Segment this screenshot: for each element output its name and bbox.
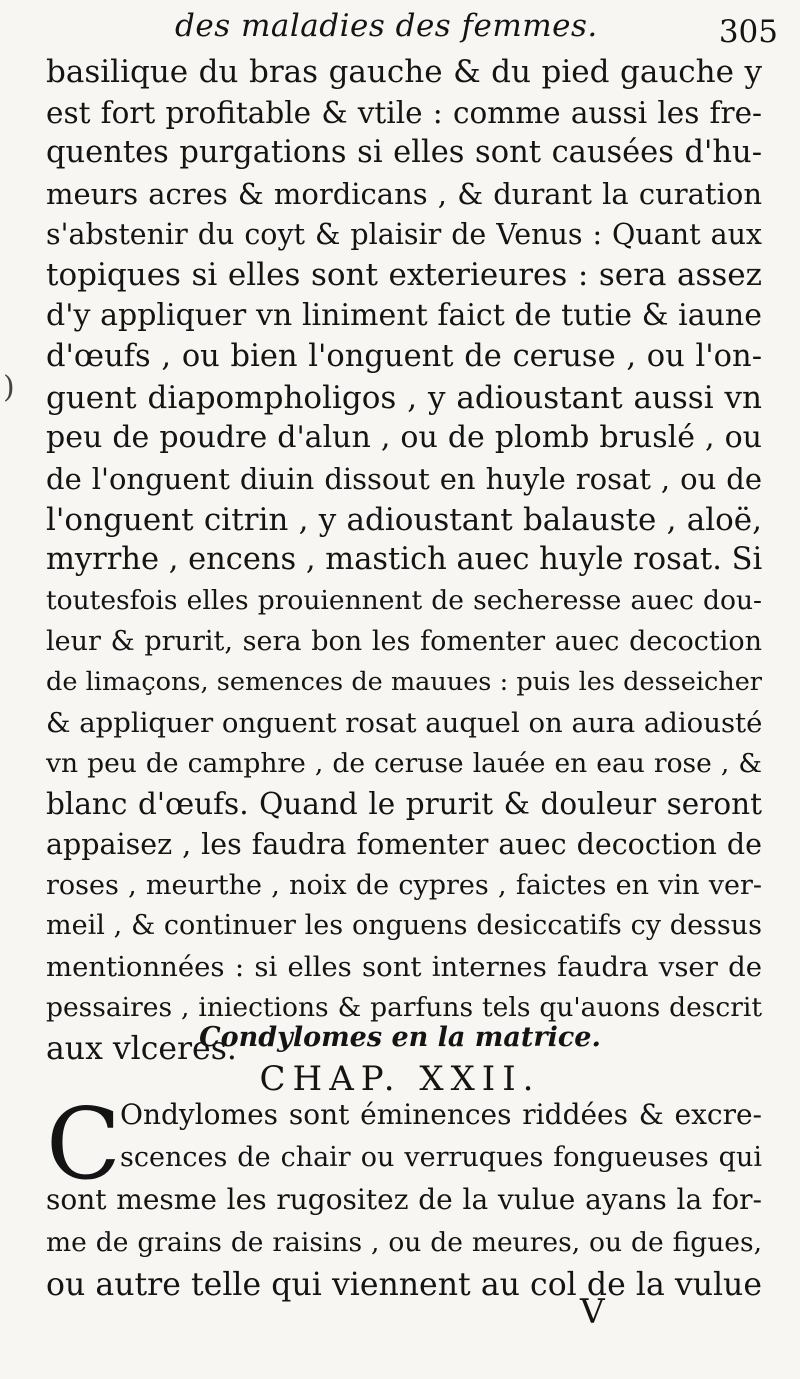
text-line: sont mesme les rugositez de la vulue ayans la for- [46, 1183, 762, 1216]
text-line: d'œufs , ou bien l'onguent de ceruse , ou l'on- [46, 338, 762, 374]
catchword: V [580, 1292, 605, 1332]
text-line: aux vlceres. [46, 1030, 237, 1067]
text-line: meurs acres & mordicans , & durant la curation [46, 177, 762, 212]
text-line: peu de poudre d'alun , ou de plomb bruslé , ou [46, 420, 762, 456]
text-line: quentes purgations si elles sont causées d'hu- [46, 135, 762, 171]
text-line: s'abstenir du coyt & plaisir de Venus : Quant aux [46, 217, 762, 251]
text-line: de limaçons, semences de mauues : puis les desseicher [46, 667, 762, 698]
text-line: basilique du bras gauche & du pied gauche y [46, 54, 762, 90]
text-line: d'y appliquer vn liniment faict de tutie & iaune [46, 298, 762, 334]
page-number: 305 [718, 14, 778, 50]
text-line: ou autre telle qui viennent au col de la vulue [46, 1267, 762, 1303]
text-line: topiques si elles sont exterieures : sera assez [46, 257, 762, 294]
drop-cap: C [46, 1088, 121, 1202]
text-line: Ondylomes sont éminences riddées & excre- [120, 1098, 762, 1131]
text-line: toutesfois elles prouiennent de secheresse auec dou- [46, 584, 762, 616]
text-line: roses , meurthe , noix de cypres , faictes en vin ver- [46, 869, 762, 901]
text-line: meil , & continuer les onguens desiccatifs cy dessus [46, 910, 762, 942]
text-line: guent diapompholigos , y adioustant aussi vn [46, 379, 762, 416]
text-line: pessaires , iniections & parfuns tels qu'auons descrit [46, 991, 762, 1023]
text-line: leur & prurit, sera bon les fomenter auec decoction [46, 625, 762, 657]
text-line: blanc d'œufs. Quand le prurit & douleur seront [46, 787, 762, 822]
text-line: vn peu de camphre , de ceruse lauée en eau rose , & [46, 747, 762, 779]
body-text [46, 52, 762, 1069]
text-line: scences de chair ou verruques fongueuses qui [120, 1141, 762, 1173]
text-line: appaisez , les faudra fomenter auec decoction de [46, 828, 762, 862]
text-line: me de grains de raisins , ou de meures, ou de figues, [46, 1226, 762, 1258]
section-title: Condylomes en la matrice. [199, 1022, 601, 1053]
text-line: mentionnées : si elles sont internes faudra vser de [46, 951, 762, 984]
margin-mark: ) [3, 370, 15, 405]
text-line: & appliquer onguent rosat auquel on aura adiousté [46, 707, 763, 739]
text-line: l'onguent citrin , y adioustant balauste , aloë, [46, 501, 762, 538]
text-line: de l'onguent diuin dissout en huyle rosat , ou de [46, 461, 762, 496]
chapter-text [46, 1088, 762, 1307]
chapter-heading: CHAP. XXII. [259, 1059, 541, 1099]
text-line: myrrhe , encens , mastich auec huyle rosat. Si [46, 542, 763, 578]
text-line: est fort profitable & vtile : comme aussi les fre- [46, 95, 762, 130]
running-head: des maladies des femmes. [175, 8, 598, 44]
